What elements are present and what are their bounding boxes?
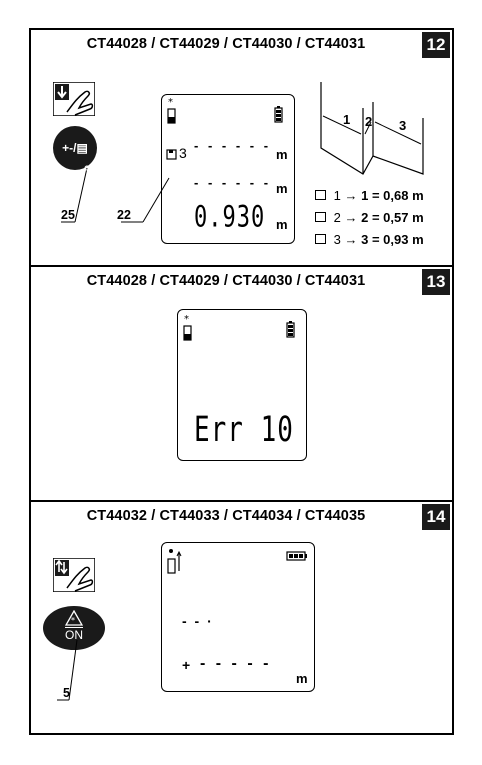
result-index: 1 [333,188,341,203]
result-text: 3 = 0,93 m [361,232,424,247]
unit-1: m [276,147,288,162]
svg-text:*: * [71,616,75,625]
diagram-label-2: 2 [365,114,373,129]
panel-title: CT44028 / CT44029 / CT44030 / CT44031 [86,273,366,289]
memory-icon [166,149,178,161]
laser-warning-icon [65,610,83,626]
diagram-label-3: 3 [399,118,407,133]
svg-text:*: * [184,314,189,325]
callout-22: 22 [117,208,131,222]
unit-2: m [276,181,288,196]
panel-number: 12 [422,32,450,58]
callout-lines [31,160,181,235]
results-list [315,188,424,254]
on-label: $\overline{ON}$ [65,628,83,642]
svg-text:*: * [168,97,173,108]
memory-icon [315,190,326,200]
laser-pointer-icon [166,547,184,575]
arrow-icon: → [344,188,358,203]
result-row-3 [315,232,424,254]
main-reading: 0.930 [194,201,266,235]
result-row-2 [315,210,424,232]
unit: m [296,671,308,686]
memory-index: 3 [179,145,187,161]
battery-icon [286,551,308,561]
diagram-label-1: 1 [343,112,351,127]
reading-unit: m [276,217,288,232]
dash-row-1: - - - - - - [194,138,272,153]
dash-row-2: - - - - - - [194,175,272,190]
press-button-icon [53,558,95,592]
panel-title: CT44028 / CT44029 / CT44030 / CT44031 [86,36,366,52]
instruction-frame [29,28,454,735]
callout-25: 25 [61,208,75,222]
panel-13 [31,265,452,502]
panel-number: 13 [422,269,450,295]
panel-title: CT44032 / CT44033 / CT44034 / CT44035 [86,508,366,524]
callout-line [31,632,131,712]
memory-icon [315,212,326,222]
panel-14 [31,500,452,735]
dot-indicator: - - · [182,613,214,629]
error-code: Err 10 [194,410,294,451]
plus-sign: + [182,657,191,673]
battery-icon [286,320,296,338]
arrow-icon: → [344,232,358,247]
result-index: 2 [333,210,341,225]
result-row-1 [315,188,424,210]
memory-icon [315,234,326,244]
arrow-icon: → [344,210,358,225]
result-text: 2 = 0,57 m [361,210,424,225]
laser-pointer-icon [166,97,180,125]
callout-5: 5 [63,686,70,700]
lcd-display [177,309,307,461]
lcd-display [161,542,315,692]
result-index: 3 [333,232,341,247]
panel-number: 14 [422,504,450,530]
panel-12 [31,30,452,267]
lcd-display [161,94,295,244]
memory-button-label: +-/▤ [62,141,88,155]
press-button-icon [53,82,95,116]
laser-pointer-icon [182,314,196,342]
wall-measurement-diagram [313,78,443,178]
dash-row: - - - - - [200,655,272,672]
result-text: 1 = 0,68 m [361,188,424,203]
battery-icon [274,105,284,123]
